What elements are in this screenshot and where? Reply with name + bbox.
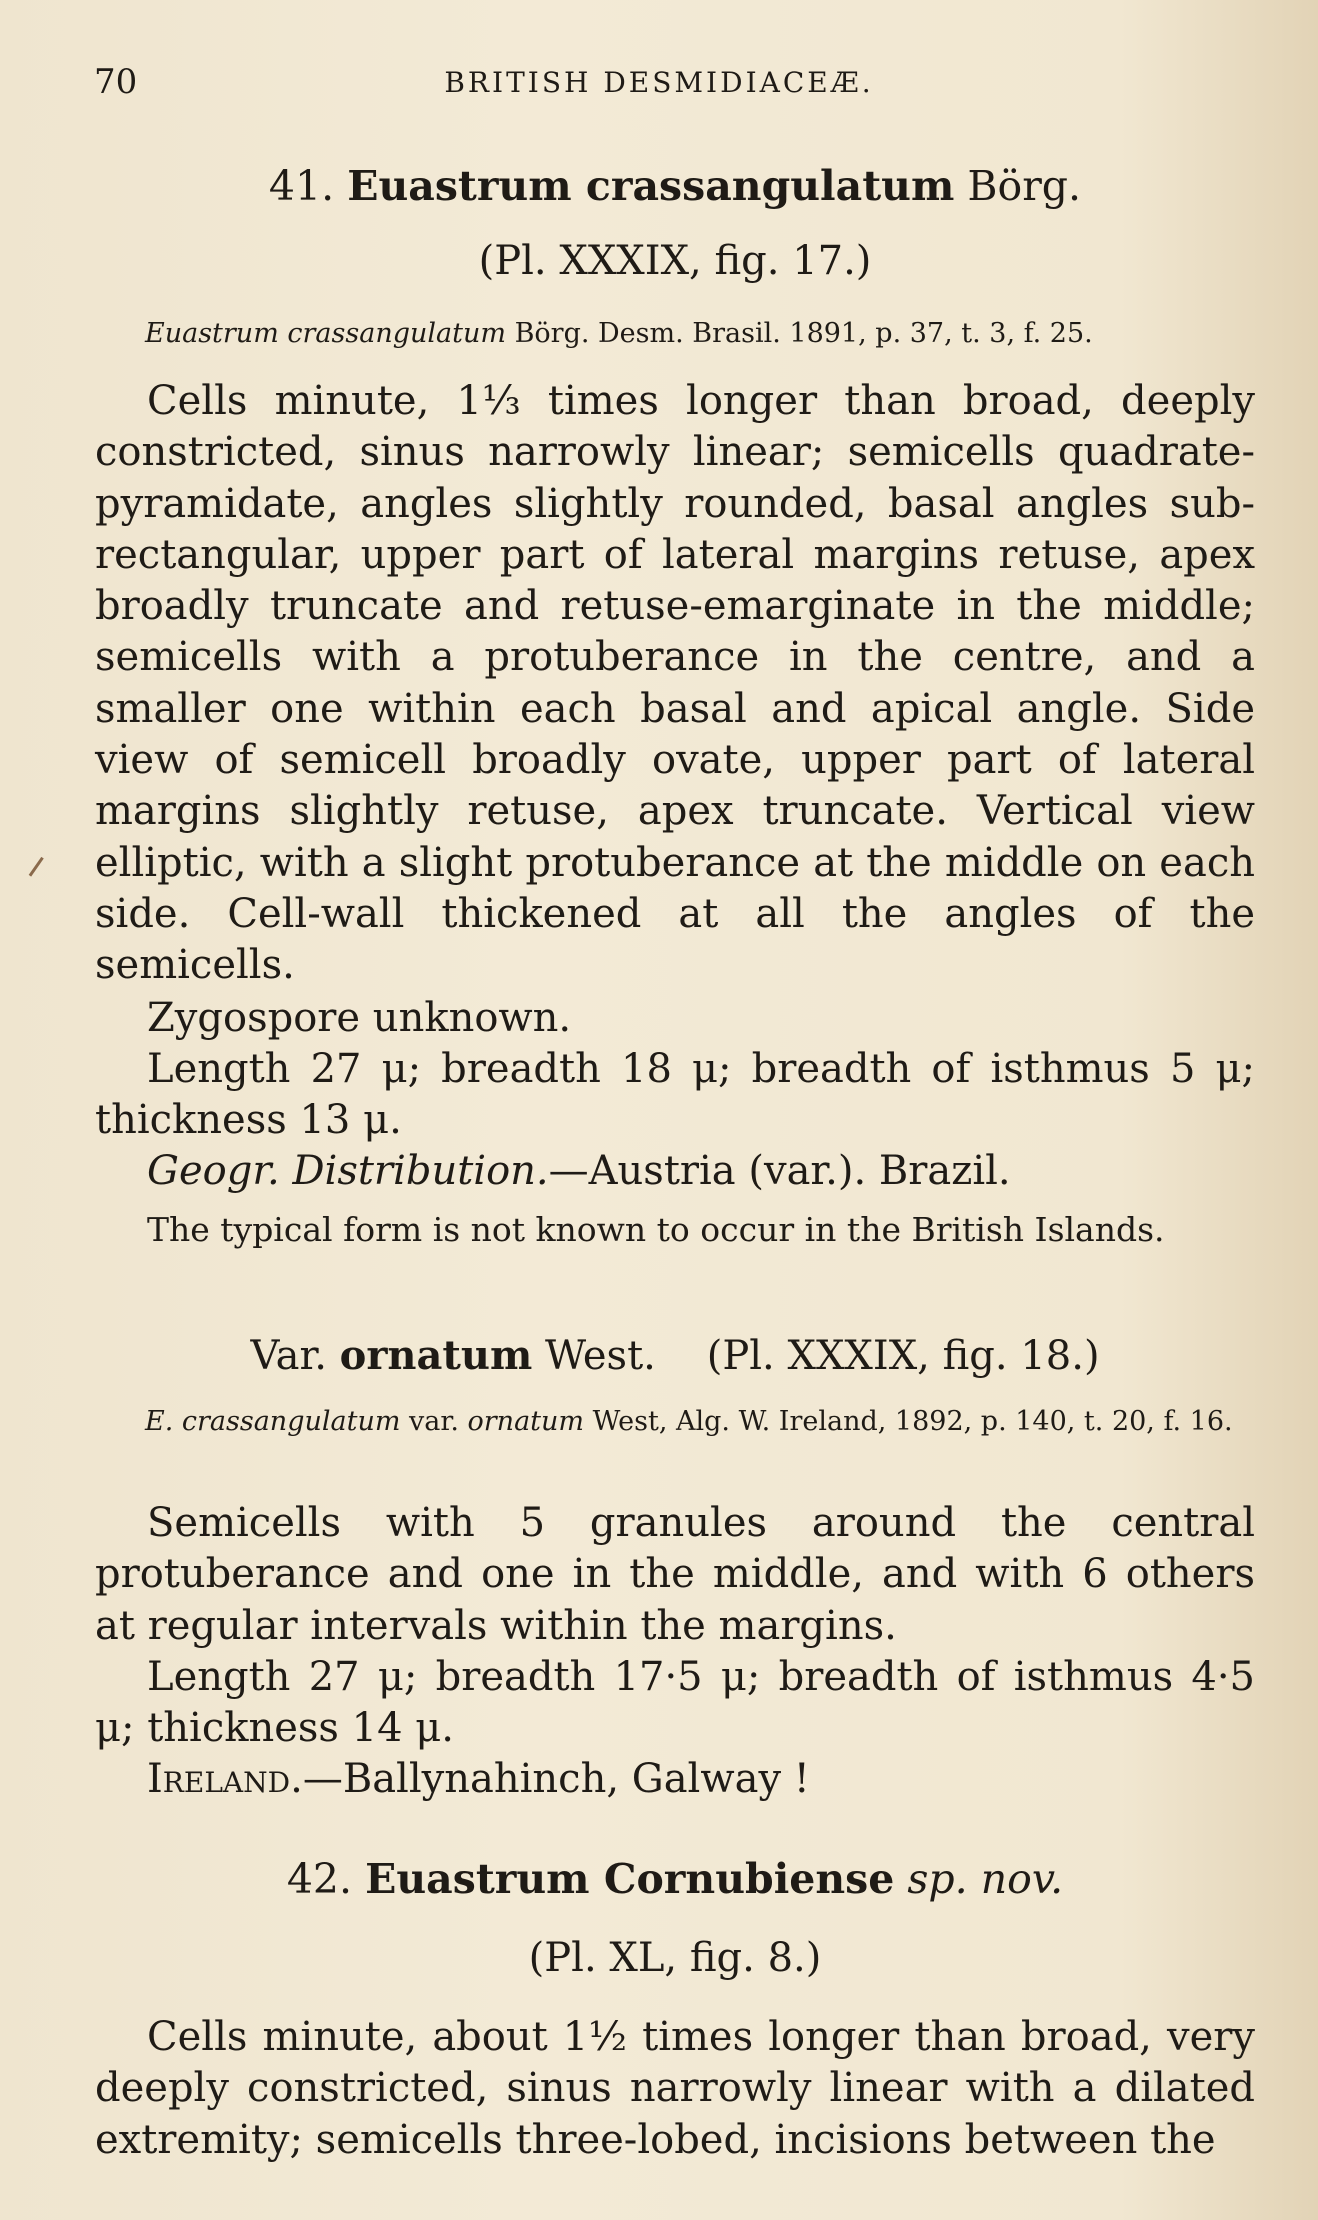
citation-name: E. crassangulatum bbox=[145, 1406, 401, 1437]
species-status: sp. nov. bbox=[907, 1855, 1064, 1903]
species-name: Euastrum Cornubiense bbox=[365, 1855, 895, 1903]
variety-heading bbox=[95, 1332, 1255, 1379]
species-41-heading bbox=[95, 162, 1255, 210]
variety-measurements: Length 27 μ; breadth 17·5 μ; breadth of isthmus 4·5 μ; thickness 14 μ. bbox=[95, 1654, 1255, 1752]
citation-name: Euastrum crassangulatum bbox=[145, 318, 506, 349]
species-number: 41. bbox=[268, 162, 335, 210]
species-author: Börg. bbox=[967, 162, 1082, 210]
locality-line bbox=[95, 1754, 1255, 1805]
variety-description: Semicells with 5 granules around the central protuberance and one in the middle, and with 6 others at regular intervals within the margins. bbox=[95, 1500, 1255, 1649]
species-42-plate: (Pl. XL, fig. 8.) bbox=[528, 1935, 822, 1981]
margin-pencil-mark bbox=[29, 857, 51, 881]
species-41-plate: (Pl. XXXIX, fig. 17.) bbox=[478, 238, 872, 284]
species-42-heading bbox=[95, 1855, 1255, 1903]
distribution-text: —Austria (var.). Brazil. bbox=[548, 1148, 1011, 1194]
variety-plate: (Pl. XXXIX, fig. 18.) bbox=[706, 1333, 1100, 1379]
distribution-label: Geogr. Distribution. bbox=[147, 1148, 549, 1194]
species-41-description: Cells minute, 1⅓ times longer than broad, deeply constricted, sinus narrowly linear; semicells quadrate-pyramidate, angles slightly rounded, basal angles sub-rectangular, upper part of lateral margins retuse, apex broadly truncate and retuse-emarginate in the middle; semicells with a protuberance in the centre, and a smaller one within each basal and apical angle. Side view of semicell broadly ovate, upper part of lateral margins slightly retuse, apex truncate. Vertical view elliptic, with a slight protuberance at the middle on each side. Cell-wall thickened at all the angles of the semicells. bbox=[95, 378, 1255, 989]
citation-reference: West, Alg. W. Ireland, 1892, p. 140, t. 20, f. 16. bbox=[592, 1406, 1233, 1437]
citation-var: var. bbox=[409, 1406, 459, 1437]
page-number: 70 bbox=[94, 62, 138, 102]
citation-reference: Börg. Desm. Brasil. 1891, p. 37, t. 3, f. 25. bbox=[514, 318, 1093, 349]
variety-prefix: Var. bbox=[250, 1333, 327, 1379]
locality-label: Ireland. bbox=[147, 1756, 303, 1802]
species-42-description: Cells minute, about 1½ times longer than broad, very deeply constricted, sinus narrowly linear with a dilated extremity; semicells three-lobed, incisions between the bbox=[95, 2014, 1255, 2163]
citation-varname: ornatum bbox=[467, 1406, 585, 1437]
species-41-note: The typical form is not known to occur in the British Islands. bbox=[147, 1210, 1165, 1249]
variety-name: ornatum bbox=[339, 1332, 533, 1379]
variety-citation bbox=[145, 1405, 1255, 1438]
species-number: 42. bbox=[286, 1855, 353, 1903]
locality-text: —Ballynahinch, Galway ! bbox=[302, 1756, 810, 1802]
species-name: Euastrum crassangulatum bbox=[347, 162, 955, 210]
variety-author: West. bbox=[545, 1333, 656, 1379]
species-41-citation bbox=[145, 318, 1255, 349]
zygospore-line: Zygospore unknown. bbox=[147, 995, 572, 1041]
running-title: BRITISH DESMIDIACEÆ. bbox=[444, 66, 874, 99]
species-41-measurements: Length 27 μ; breadth 18 μ; breadth of isthmus 5 μ; thickness 13 μ. bbox=[95, 1046, 1255, 1144]
distribution-line bbox=[95, 1146, 1255, 1197]
